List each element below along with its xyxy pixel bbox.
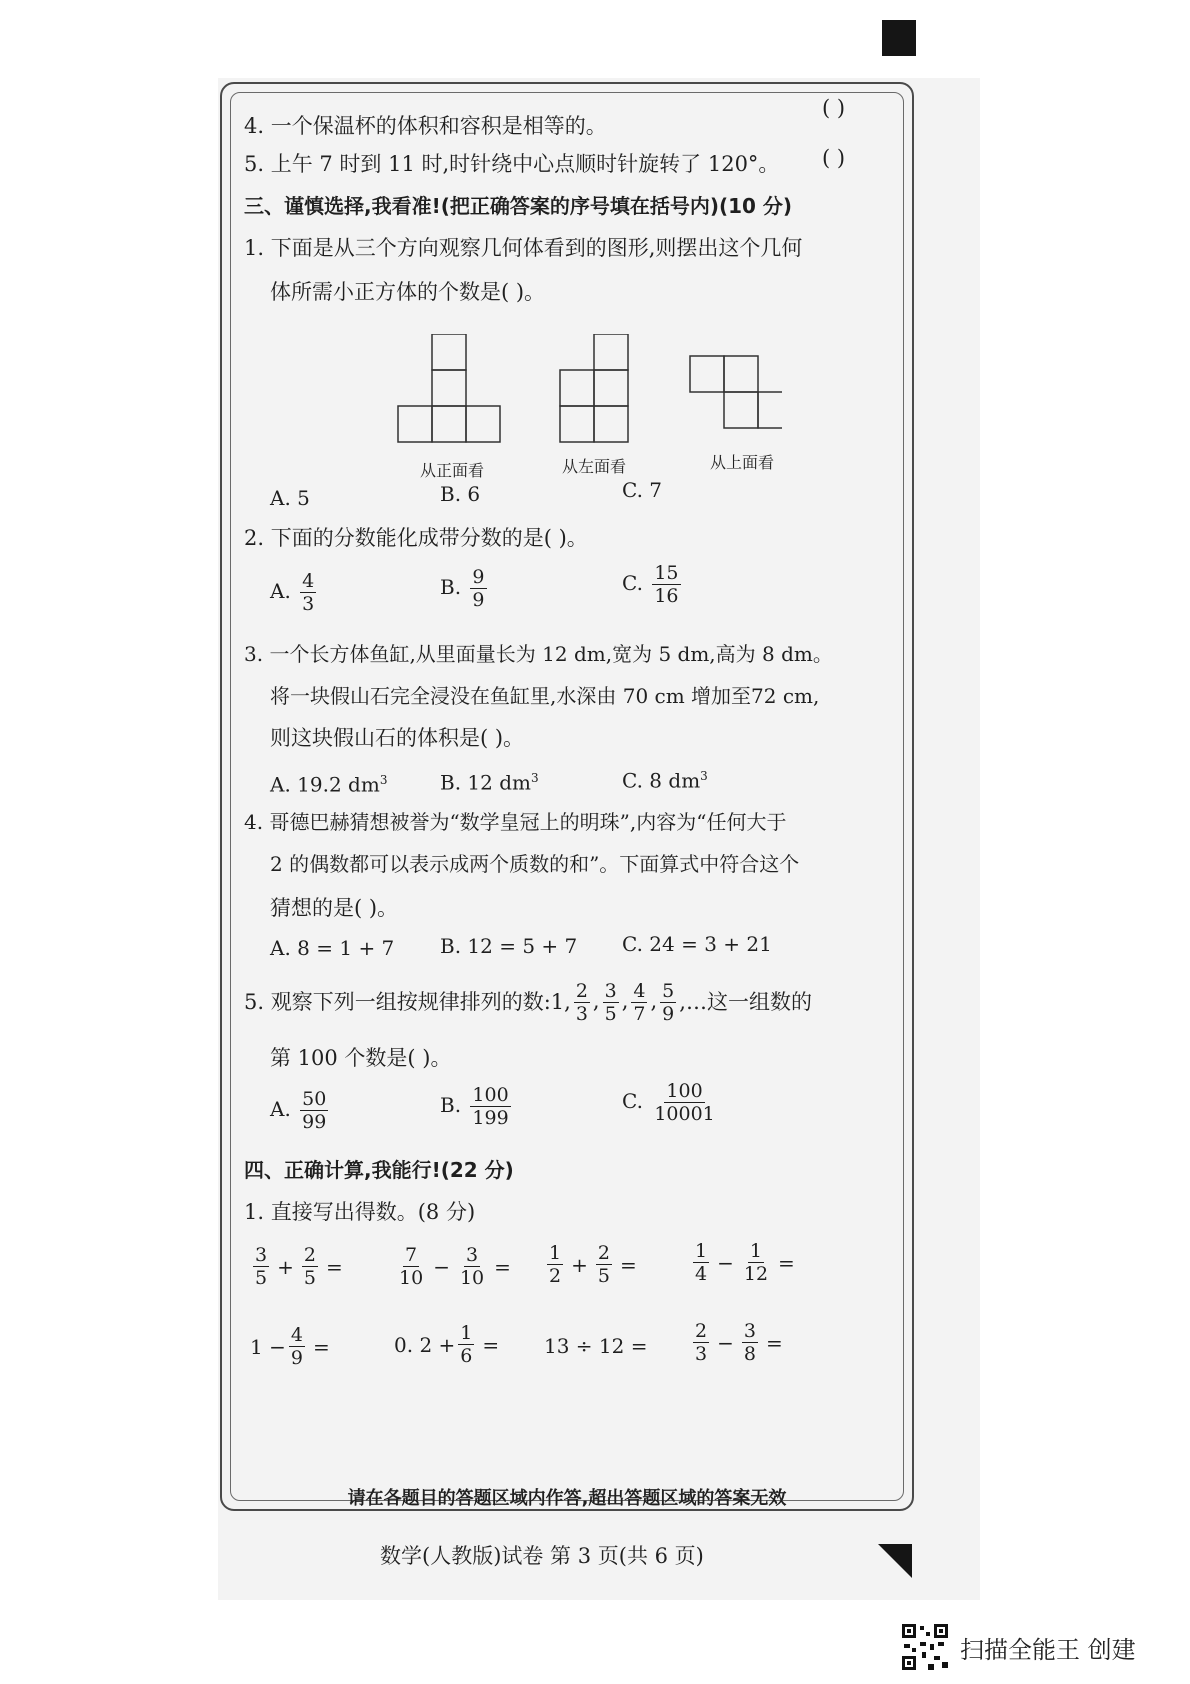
operator: − (717, 1330, 734, 1355)
numerator: 1 (749, 1240, 762, 1262)
s3-q5-line1 (244, 974, 812, 1030)
s3-q4-line1: 4. 哥德巴赫猜想被誉为“数学皇冠上的明珠”,内容为“任何大于 (244, 810, 787, 834)
fraction (652, 562, 680, 607)
judge-q4-paren: ( ) (822, 96, 846, 120)
fraction (300, 1088, 328, 1133)
denominator: 9 (472, 589, 485, 611)
page-footer: 数学(人教版)试卷 第 3 页(共 6 页) (380, 1544, 704, 1568)
sequence-fraction (603, 980, 619, 1025)
denominator: 199 (472, 1107, 509, 1129)
calc-r2c1 (250, 1324, 335, 1369)
denominator: 3 (575, 1002, 588, 1025)
lead-term: 0. 2 + (394, 1332, 456, 1357)
numerator: 3 (466, 1244, 479, 1266)
sequence-fraction (631, 980, 647, 1025)
operator: − (717, 1250, 734, 1275)
numerator: 2 (575, 979, 588, 1002)
s3-q2-option-a (270, 570, 319, 615)
denominator: 5 (303, 1267, 316, 1289)
numerator: 1 (460, 1322, 473, 1344)
denominator: 5 (604, 1002, 617, 1025)
view-top-label: 从上面看 (710, 453, 775, 472)
view-front-label: 从正面看 (420, 461, 485, 480)
denominator: 3 (695, 1343, 708, 1365)
denominator: 10001 (654, 1103, 715, 1125)
fraction (742, 1320, 758, 1365)
denominator: 7 (633, 1002, 646, 1025)
calc-r1c1 (250, 1244, 348, 1289)
s4-q1: 1. 直接写出得数。(8 分) (244, 1200, 476, 1224)
denominator: 3 (302, 593, 315, 615)
calc-r2c3: 13 ÷ 12 = (544, 1334, 648, 1358)
operator: + (277, 1254, 294, 1279)
exponent: 3 (379, 773, 388, 787)
calc-r1c2 (394, 1244, 516, 1289)
calc-r2c4 (690, 1320, 788, 1365)
denominator: 10 (399, 1267, 424, 1289)
exponent: 3 (700, 769, 708, 783)
equals-sign: = (778, 1250, 795, 1275)
q5-suffix: ,…这一组数的 (679, 990, 812, 1014)
option-a-prefix: A. (270, 1097, 291, 1121)
numerator: 4 (633, 979, 646, 1002)
option-b-text: B. 12 dm (440, 770, 531, 795)
operator: − (433, 1254, 450, 1279)
fraction (547, 1242, 563, 1287)
scanner-watermark (900, 1622, 1136, 1672)
judge-q4: 4. 一个保温杯的体积和容积是相等的。 (244, 114, 607, 138)
answer-area-note: 请在各题目的答题区域内作答,超出答题区域的答案无效 (347, 1488, 787, 1509)
q5-sequence (571, 980, 679, 1025)
denominator: 9 (290, 1347, 303, 1369)
fraction (470, 1084, 510, 1129)
denominator: 16 (654, 585, 679, 607)
option-c-prefix: C. (622, 571, 643, 595)
denominator: 5 (255, 1267, 268, 1289)
three-views-figure (362, 334, 782, 494)
denominator: 6 (460, 1345, 473, 1367)
s3-q4-line3: 猜想的是( )。 (270, 896, 399, 920)
lead-term: 1 − (250, 1334, 286, 1359)
fraction (289, 1324, 305, 1369)
numerator: 5 (662, 979, 675, 1002)
corner-triangle-mark (878, 1544, 912, 1578)
option-c-prefix: C. (622, 1089, 643, 1113)
s3-q1-option-b: B. 6 (440, 482, 481, 506)
calc-r1c3 (544, 1242, 642, 1287)
fraction (302, 1244, 318, 1289)
numerator: 1 (549, 1242, 562, 1264)
fraction (652, 1080, 716, 1125)
numerator: 15 (654, 562, 679, 584)
scanner-label: 扫描全能王 创建 (960, 1635, 1136, 1664)
fraction (742, 1240, 770, 1285)
denominator: 5 (597, 1265, 610, 1287)
q5-prefix: 5. 观察下列一组按规律排列的数:1, (244, 990, 571, 1014)
s3-q4-option-a: A. 8 = 1 + 7 (270, 936, 395, 960)
numerator: 2 (695, 1320, 708, 1342)
s3-q3-option-b (440, 764, 539, 797)
judge-q5-paren: ( ) (822, 146, 846, 170)
numerator: 2 (303, 1244, 316, 1266)
option-c-text: C. 8 dm (622, 768, 701, 793)
s3-q3-option-c (622, 762, 708, 795)
denominator: 9 (662, 1002, 675, 1025)
denominator: 99 (302, 1111, 327, 1133)
numerator: 4 (290, 1324, 303, 1346)
s3-q1-option-a: A. 5 (270, 486, 310, 510)
numerator: 50 (302, 1088, 327, 1110)
s3-q2-option-b (440, 566, 490, 611)
s3-q4-option-c: C. 24 = 3 + 21 (622, 932, 772, 956)
view-left-label: 从左面看 (562, 457, 627, 476)
denominator: 12 (743, 1263, 769, 1285)
judge-q5: 5. 上午 7 时到 11 时,时针绕中心点顺时针旋转了 120°。 (244, 152, 780, 176)
calc-r2c2 (394, 1322, 504, 1367)
comma: , (592, 988, 600, 1013)
answer-frame (220, 82, 914, 1511)
denominator: 4 (695, 1263, 708, 1285)
fraction (458, 1244, 486, 1289)
s3-q1-line1: 1. 下面是从三个方向观察几何体看到的图形,则摆出这个几何 (244, 236, 803, 260)
s3-q5-option-c (622, 1080, 720, 1125)
calc-r1c4 (690, 1240, 800, 1285)
s3-q1-line2: 体所需小正方体的个数是( )。 (270, 280, 546, 304)
numerator: 2 (597, 1242, 610, 1264)
denominator: 10 (459, 1267, 485, 1289)
numerator: 9 (472, 566, 485, 588)
qr-code-icon (900, 1622, 950, 1672)
operator: + (571, 1252, 588, 1277)
equals-sign: = (482, 1332, 500, 1357)
section3-title: 三、谨慎选择,我看准!(把正确答案的序号填在括号内)(10 分) (244, 194, 793, 218)
sequence-fraction (660, 980, 676, 1025)
numerator: 3 (255, 1244, 268, 1266)
fraction (300, 570, 316, 615)
numerator: 1 (695, 1240, 708, 1262)
s3-q4-line2: 2 的偶数都可以表示成两个质数的和”。下面算式中符合这个 (270, 852, 800, 876)
s3-q5-line2: 第 100 个数是( )。 (270, 1046, 452, 1070)
denominator: 2 (549, 1265, 562, 1287)
comma: , (621, 988, 629, 1013)
numerator: 3 (743, 1320, 756, 1342)
numerator: 100 (666, 1080, 703, 1102)
sequence-fraction (574, 980, 590, 1025)
corner-registration-mark (882, 20, 916, 56)
fraction (397, 1244, 425, 1289)
s3-q3-option-a (270, 766, 387, 799)
fraction (470, 566, 486, 611)
s3-q5-option-a (270, 1088, 331, 1133)
s3-q3-line3: 则这块假山石的体积是( )。 (270, 726, 525, 750)
equals-sign: = (325, 1254, 343, 1279)
comma: , (650, 988, 658, 1013)
s3-q4-option-b: B. 12 = 5 + 7 (440, 934, 578, 958)
s3-q5-option-b (440, 1084, 514, 1129)
section4-title: 四、正确计算,我能行!(22 分) (244, 1158, 514, 1182)
fraction (253, 1244, 269, 1289)
numerator: 7 (405, 1244, 418, 1266)
s3-q1-option-c: C. 7 (622, 478, 663, 502)
option-b-prefix: B. (440, 575, 462, 599)
s3-q3-line2: 将一块假山石完全浸没在鱼缸里,水深由 70 cm 增加至72 cm, (270, 684, 820, 708)
numerator: 100 (472, 1084, 509, 1106)
s3-q2-option-c (622, 562, 684, 607)
fraction (693, 1320, 709, 1365)
equals-sign: = (765, 1330, 783, 1355)
option-a-text: A. 19.2 dm (270, 772, 380, 797)
s3-q2-line1: 2. 下面的分数能化成带分数的是( )。 (244, 526, 588, 550)
equals-sign: = (619, 1252, 637, 1277)
denominator: 8 (743, 1343, 756, 1365)
exponent: 3 (531, 771, 539, 785)
fraction (596, 1242, 612, 1287)
equals-sign: = (494, 1254, 511, 1279)
equals-sign: = (312, 1334, 330, 1359)
numerator: 3 (604, 979, 617, 1002)
numerator: 4 (302, 570, 315, 592)
option-b-prefix: B. (440, 1093, 462, 1117)
fraction (693, 1240, 709, 1285)
fraction (458, 1322, 474, 1367)
s3-q3-line1: 3. 一个长方体鱼缸,从里面量长为 12 dm,宽为 5 dm,高为 8 dm。 (244, 642, 833, 666)
option-a-prefix: A. (270, 579, 291, 603)
